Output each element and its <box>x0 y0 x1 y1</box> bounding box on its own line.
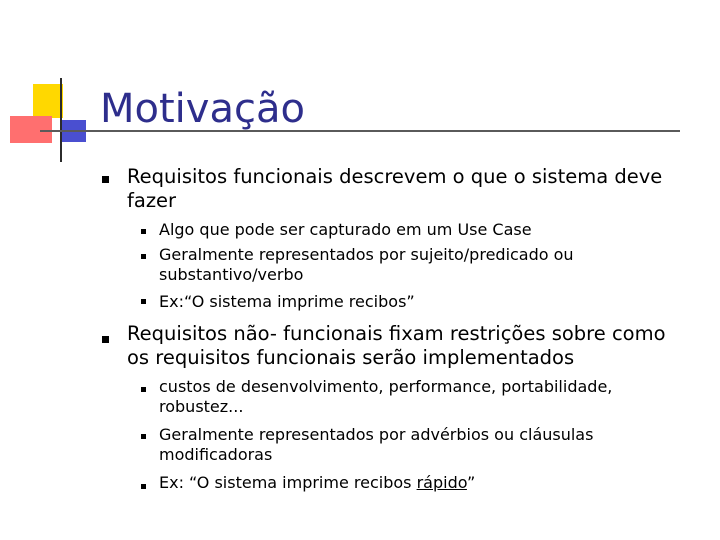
slide-logo-decoration <box>0 0 100 170</box>
sub-bullet-marker <box>141 484 146 489</box>
example-text-suffix: ” <box>466 473 476 492</box>
bullet-2-sub-1: custos de desenvolvimento, performance, portabilidade, robustez... <box>159 377 613 416</box>
sub-bullet-marker <box>141 299 146 304</box>
sub-bullet-marker <box>141 387 146 392</box>
bullet-1-sub-1: Algo que pode ser capturado em um Use Case <box>159 220 532 239</box>
bullet-1-sub-2: Geralmente representados por sujeito/predicado ou substantivo/verbo <box>159 245 574 284</box>
sub-bullet-marker <box>141 229 146 234</box>
bullet-marker <box>102 176 109 183</box>
sub-bullet-marker <box>141 254 146 259</box>
slide-title: Motivação <box>100 86 305 132</box>
example-underlined-word: rápido <box>416 473 467 492</box>
logo-yellow-square <box>33 84 63 118</box>
bullet-1-sub-3: Ex:“O sistema imprime recibos” <box>159 292 415 311</box>
sub-bullet-marker <box>141 434 146 439</box>
example-text-prefix: Ex: “O sistema imprime recibos <box>159 473 417 492</box>
bullet-1-text: Requisitos funcionais descrevem o que o sistema deve fazer <box>127 165 663 212</box>
bullet-2-sub-2: Geralmente representados por advérbios ou cláusulas modificadoras <box>159 425 594 464</box>
bullet-marker <box>102 336 109 343</box>
bullet-2-text: Requisitos não- funcionais fixam restrições sobre como os requisitos funcionais serão implementados <box>127 322 666 369</box>
bullet-2-sub-3 <box>159 473 679 493</box>
